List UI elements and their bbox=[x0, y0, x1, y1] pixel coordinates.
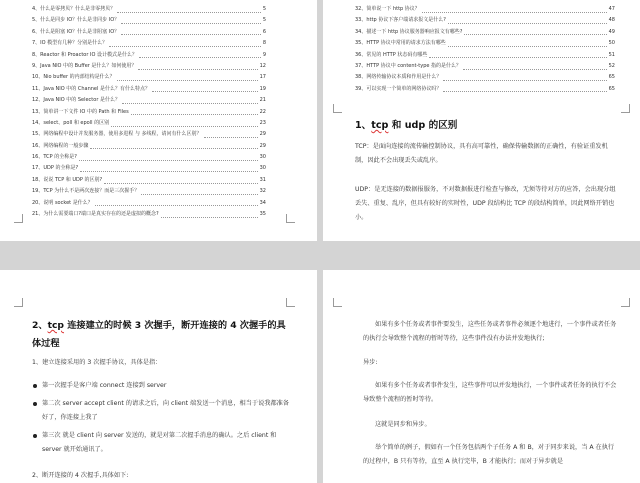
toc-entry bbox=[32, 141, 266, 152]
toc-title: 17、UDP 的全称是? bbox=[32, 165, 79, 172]
crop-mark bbox=[14, 214, 23, 223]
toc-leader bbox=[90, 143, 257, 149]
toc-entry bbox=[32, 152, 266, 163]
toc-page-number: 47 bbox=[608, 6, 615, 12]
toc-page-number: 50 bbox=[608, 40, 615, 47]
toc-entry bbox=[32, 198, 266, 209]
toc-page-number: 6 bbox=[262, 28, 266, 35]
toc-leader bbox=[448, 18, 607, 24]
paragraph: 如果有多个任务或者事件要发生，这些任务或者事件必须逐个地进行，一个事件或者任务的执行会导致整个流程的暂时等待，这些事件没有办法并发地执行; bbox=[363, 321, 617, 342]
toc-title: 35、HTTP 协议中常用的请求方法有哪些 bbox=[355, 40, 446, 47]
toc-page-number: 32 bbox=[259, 188, 266, 195]
toc-title: 19、TCP 为什么不是两次连接？而是三次握手？ bbox=[32, 188, 140, 195]
toc-title: 5、什么是同步 IO？什么是非同步 IO？ bbox=[32, 17, 120, 24]
toc-title: 18、说说 TCP 和 UDP 的区别? bbox=[32, 176, 103, 183]
toc-leader bbox=[121, 18, 261, 24]
toc-leader bbox=[109, 41, 261, 47]
toc-leader bbox=[117, 7, 261, 13]
toc-page-number: 9 bbox=[262, 51, 266, 58]
crop-mark bbox=[621, 104, 630, 113]
crop-mark bbox=[621, 298, 630, 307]
toc-entry bbox=[32, 15, 266, 26]
toc-entry bbox=[355, 61, 615, 72]
toc-page-number: 30 bbox=[259, 154, 266, 161]
toc-entry bbox=[32, 129, 266, 140]
toc-page-number: 48 bbox=[608, 17, 615, 24]
table-of-contents bbox=[32, 4, 266, 220]
toc-entry bbox=[32, 209, 266, 220]
toc-page-number: 5 bbox=[262, 6, 266, 12]
toc-leader bbox=[464, 29, 606, 35]
toc-title: 4、什么是零拷贝？什么是非零拷贝？ bbox=[32, 6, 116, 12]
toc-title: 32、简单说一下 http 协议？ bbox=[355, 6, 420, 12]
paragraph-tcp: TCP：是面向连接的流传输控制协议，具有高可靠性，确保传输数据的正确性，有验证重发机制，因此不会出现丢失或乱序。 bbox=[355, 143, 608, 164]
toc-title: 37、HTTP 协议中 content-type 指的是什么？ bbox=[355, 62, 462, 69]
toc-page-number: 29 bbox=[259, 131, 266, 138]
toc-title: 9、Java NIO 中的 Buffer 是什么？如何使用？ bbox=[32, 62, 137, 69]
paragraph: 举个简单的例子，假如有一个任务包括两个子任务 A 和 B，对于同步来说，当 A 在执行的过程中，B 只有等待，直至 A 执行完毕，B 才能执行；而对于异步就是 bbox=[363, 444, 615, 465]
toc-page-number: 8 bbox=[262, 40, 266, 47]
content-page-handshake bbox=[0, 270, 317, 483]
toc-entry bbox=[32, 107, 266, 118]
toc-entry bbox=[32, 72, 266, 83]
toc-leader bbox=[122, 98, 258, 104]
toc-leader bbox=[443, 75, 606, 81]
crop-mark bbox=[333, 298, 342, 307]
toc-entry bbox=[32, 163, 266, 174]
toc-leader bbox=[111, 121, 258, 127]
crop-mark bbox=[286, 298, 295, 307]
toc-leader bbox=[429, 52, 606, 58]
toc-leader bbox=[463, 64, 607, 70]
toc-leader bbox=[95, 200, 258, 206]
toc-entry bbox=[355, 84, 615, 95]
section-heading: 2、tcp 连接建立的时候 3 次握手，断开连接的 4 次握手的具体过程 bbox=[32, 320, 286, 349]
crop-mark bbox=[286, 214, 295, 223]
toc-entry bbox=[32, 61, 266, 72]
toc-entry bbox=[355, 50, 615, 61]
toc-entry bbox=[32, 175, 266, 186]
list-intro: 1、建立连接采用的 3 次握手协议，具体是指： bbox=[32, 359, 162, 366]
paragraph: 如果有多个任务或者事件发生，这些事件可以并发地执行，一个事件或者任务的执行不会导致整个流程的暂时等待。 bbox=[363, 382, 617, 403]
toc-leader bbox=[121, 29, 261, 35]
bullet-item: 第二次 server accept client 的请求之后，向 client 端发送一个消息，相当于说我都准备好了，你连接上我了 bbox=[32, 397, 294, 425]
content-page-tcp-udp bbox=[323, 0, 640, 241]
toc-leader bbox=[117, 75, 258, 81]
toc-page-number: 49 bbox=[608, 28, 615, 35]
toc-entry bbox=[355, 27, 615, 38]
toc-title: 13、简单讲一下文件 IO 中的 Path 和 Files bbox=[32, 108, 129, 115]
handshake-steps bbox=[32, 379, 294, 461]
toc-title: 12、Java NIO 中的 Selector 是什么？ bbox=[32, 97, 120, 104]
toc-page-number: 29 bbox=[259, 142, 266, 149]
toc-page-number: 30 bbox=[259, 165, 266, 172]
toc-title: 39、可以实现一个简单的网络协议吗？ bbox=[355, 85, 442, 92]
list-intro: 2、断开连接的 4 次握手,具体如下: bbox=[32, 472, 129, 479]
toc-leader bbox=[448, 41, 607, 47]
toc-leader bbox=[161, 212, 258, 218]
toc-entry bbox=[32, 186, 266, 197]
toc-leader bbox=[131, 109, 258, 115]
toc-page-number: 35 bbox=[259, 211, 266, 218]
toc-leader bbox=[138, 64, 257, 70]
toc-entry bbox=[32, 84, 266, 95]
toc-leader bbox=[422, 7, 607, 13]
toc-title: 6、什么是阻塞 IO？什么是非阻塞 IO？ bbox=[32, 28, 120, 35]
toc-title: 38、网络传输协议本质和作用是什么？ bbox=[355, 74, 442, 81]
toc-leader bbox=[443, 86, 606, 92]
toc-entry bbox=[32, 27, 266, 38]
toc-title: 8、Reactor 和 Proactor IO 设计模式是什么？ bbox=[32, 51, 137, 58]
toc-page-number: 65 bbox=[608, 74, 615, 81]
toc-page-number: 34 bbox=[259, 199, 266, 206]
paragraph-udp: UDP：是无连接的数据报服务，不对数据报进行检查与修改，无须等待对方的应答，会出现分组丢失、重复、乱序，但具有较好的实时性，UDP 段结构比 TCP 的段结构简单，因此网络开销也小。 bbox=[355, 186, 616, 221]
toc-title: 16、网络编程的一般步骤 bbox=[32, 142, 89, 149]
toc-entry bbox=[355, 15, 615, 26]
toc-page-number: 23 bbox=[259, 119, 266, 126]
paragraph-label: 异步: bbox=[363, 359, 378, 366]
table-of-contents bbox=[355, 4, 615, 95]
toc-entry bbox=[32, 95, 266, 106]
toc-entry bbox=[355, 4, 615, 15]
toc-title: 11、Java NIO 中的 Channel 是什么？有什么特点？ bbox=[32, 85, 150, 92]
toc-title: 7、IO 模型有几种？分别是什么？ bbox=[32, 40, 108, 47]
crop-mark bbox=[14, 298, 23, 307]
toc-title: 16、TCP 的全称是? bbox=[32, 154, 77, 161]
toc-title: 34、描述一下 http 协议服务器响应报文有哪些? bbox=[355, 28, 463, 35]
toc-page-number: 31 bbox=[259, 176, 266, 183]
content-page-sync-async bbox=[323, 270, 640, 483]
toc-leader bbox=[152, 86, 258, 92]
toc-page-number: 65 bbox=[608, 85, 615, 92]
toc-page-number: 5 bbox=[262, 17, 266, 24]
toc-leader bbox=[80, 166, 257, 172]
toc-page-number: 12 bbox=[259, 62, 266, 69]
toc-title: 21、为什么需要端口?端口是真实存在的还是虚拟的概念? bbox=[32, 211, 159, 218]
crop-mark bbox=[333, 104, 342, 113]
toc-entry bbox=[32, 38, 266, 49]
toc-entry bbox=[32, 118, 266, 129]
toc-title: 10、Nio buffer 的内部结构是什么？ bbox=[32, 74, 115, 81]
toc-leader bbox=[204, 132, 258, 138]
toc-leader bbox=[79, 155, 258, 161]
toc-page-number: 19 bbox=[259, 85, 266, 92]
toc-leader bbox=[104, 178, 257, 184]
toc-entry bbox=[355, 38, 615, 49]
toc-entry bbox=[32, 4, 266, 15]
toc-entry bbox=[355, 72, 615, 83]
toc-title: 15、网络编程中设计并发服务器，使用多进程 与 多线程，请问有什么区别？ bbox=[32, 131, 202, 138]
toc-page-left bbox=[0, 0, 317, 241]
toc-page-number: 52 bbox=[608, 62, 615, 69]
toc-title: 33、http 协议下客户端请求报文是什么? bbox=[355, 17, 446, 24]
toc-title: 36、常见的 HTTP 状态码有哪些 bbox=[355, 51, 428, 58]
toc-page-number: 17 bbox=[259, 74, 266, 81]
toc-title: 14、select、poll 和 epoll 的区别 bbox=[32, 119, 110, 126]
bullet-item: 第一次握手是客户端 connect 连接到 server bbox=[32, 379, 294, 393]
paragraph: 这就是同步和异步。 bbox=[375, 421, 431, 428]
toc-leader bbox=[139, 52, 261, 58]
bullet-item: 第三次 就是 client 向 server 发送的，就是对第二次握手消息的确认。之后 client 和 server 就开始通讯了。 bbox=[32, 429, 294, 457]
section-heading: 1、tcp 和 udp 的区别 bbox=[355, 120, 458, 131]
toc-page-number: 51 bbox=[608, 51, 615, 58]
toc-page-number: 22 bbox=[259, 108, 266, 115]
toc-leader bbox=[141, 189, 257, 195]
toc-page-number: 21 bbox=[259, 97, 266, 104]
toc-title: 20、说明 socket 是什么？ bbox=[32, 199, 93, 206]
toc-entry bbox=[32, 50, 266, 61]
